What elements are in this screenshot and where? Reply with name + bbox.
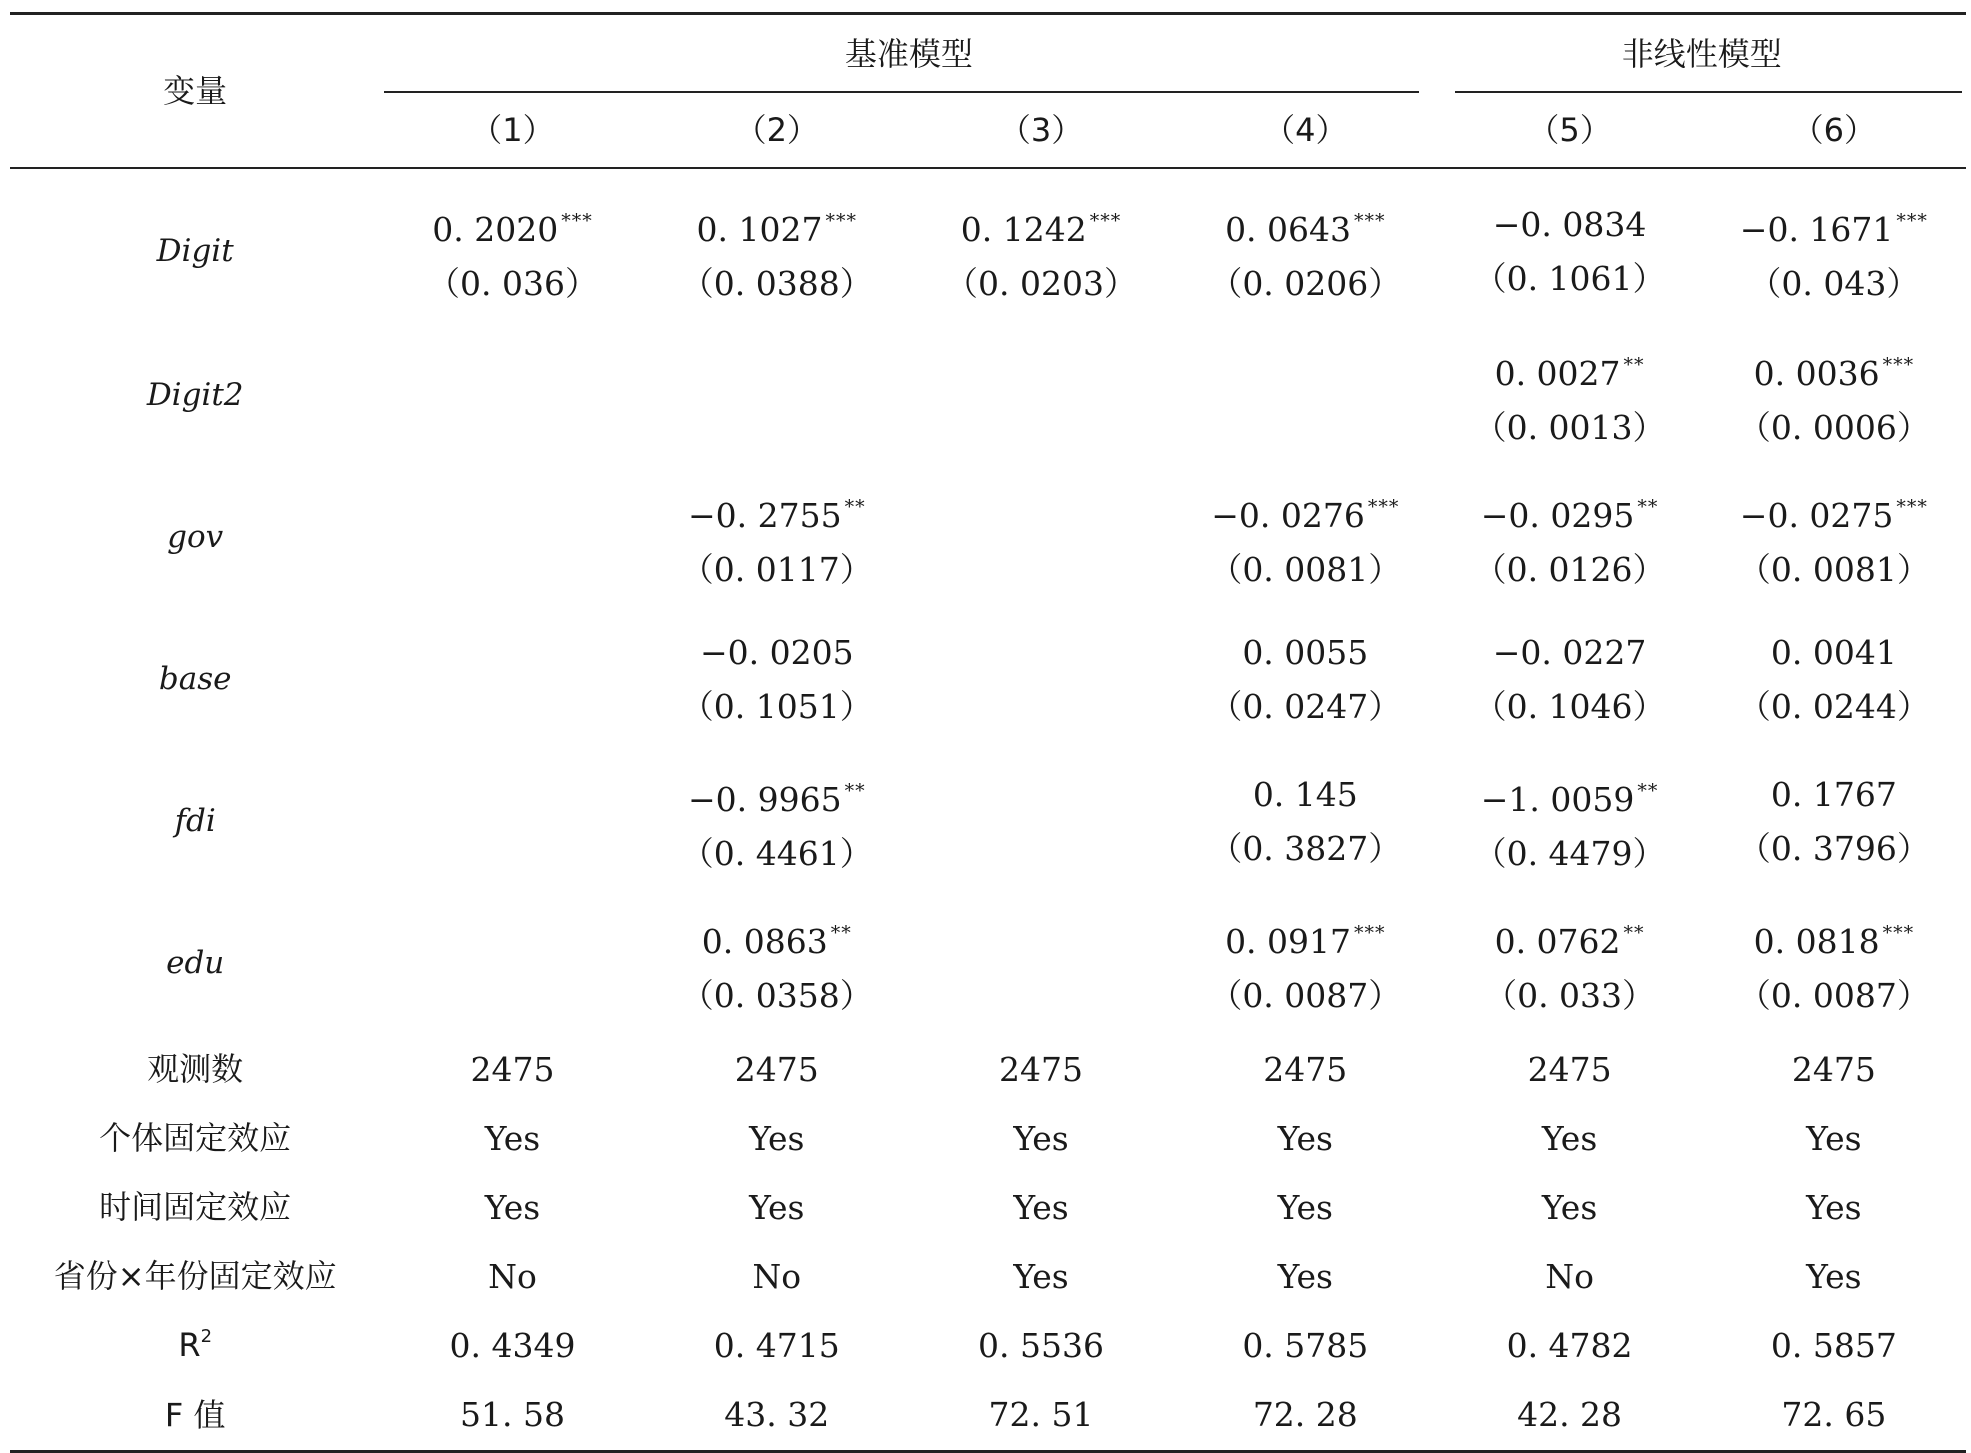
- variable-name: Digit: [156, 233, 234, 270]
- statistic-value: 2475: [470, 1049, 555, 1089]
- standard-error: （0. 1046）: [1473, 687, 1666, 726]
- coefficient-cell: [380, 751, 644, 893]
- coefficient-row: [10, 325, 1966, 467]
- statistic-value: Yes: [749, 1118, 805, 1158]
- coefficient-cell: [380, 893, 644, 1035]
- statistic-value: 0. 4715: [713, 1325, 840, 1365]
- coefficient-cell: [645, 751, 909, 893]
- statistic-value: 2475: [1791, 1049, 1876, 1089]
- coefficient-value: −0. 0834: [1492, 205, 1647, 244]
- standard-error: （0. 3796）: [1737, 829, 1930, 868]
- group-underline-nonlinear: [1455, 91, 1962, 93]
- coefficient-line: [1173, 626, 1437, 680]
- statistic-value: 42. 28: [1437, 1380, 1701, 1452]
- coefficient-cell: [909, 168, 1173, 325]
- variable-name: base: [158, 661, 232, 698]
- statistic-value: 2475: [1263, 1049, 1348, 1089]
- coefficient-line: [1173, 480, 1437, 543]
- coefficient-cell: [909, 751, 1173, 893]
- significance-stars: ***: [1367, 495, 1400, 518]
- variable-name: fdi: [174, 803, 216, 840]
- significance-stars: **: [1637, 495, 1659, 518]
- statistic-value: 72. 65: [1702, 1380, 1966, 1452]
- coefficient-cell: [1702, 325, 1966, 467]
- statistic-value: No: [752, 1256, 802, 1296]
- significance-stars: **: [830, 921, 852, 944]
- coefficient-row: [10, 168, 1966, 325]
- statistic-label: [10, 1173, 380, 1242]
- coefficient-cell: [909, 609, 1173, 751]
- coefficient-cell: [909, 893, 1173, 1035]
- coefficient-value: −0. 0275: [1739, 495, 1894, 535]
- group-header-nonlinear-label: 非线性模型: [1621, 34, 1782, 73]
- statistic-value: Yes: [1806, 1118, 1862, 1158]
- coefficient-value: −1. 0059: [1480, 779, 1635, 819]
- coefficient-line: [645, 626, 909, 680]
- coefficient-value: −0. 2755: [687, 495, 842, 535]
- coefficient-value: 0. 0036: [1753, 353, 1880, 393]
- statistic-row: [10, 1173, 1966, 1242]
- coefficient-cell: [380, 325, 644, 467]
- statistic-value: Yes: [1541, 1118, 1598, 1158]
- variable-name: Digit2: [146, 377, 244, 414]
- coefficient-value: 0. 2020: [432, 209, 559, 249]
- statistic-value: 72. 28: [1173, 1380, 1437, 1452]
- statistic-row: [10, 1311, 1966, 1380]
- significance-stars: **: [1637, 779, 1659, 802]
- coefficient-value: 0. 1767: [1770, 775, 1897, 814]
- statistic-label-superscript: 2: [200, 1326, 213, 1348]
- statistic-value: 72. 51: [909, 1380, 1173, 1452]
- coefficient-line: [1437, 198, 1701, 252]
- standard-error: （0. 0203）: [945, 263, 1137, 303]
- coefficient-value: −0. 9965: [687, 779, 842, 819]
- coefficient-cell: [1173, 893, 1437, 1035]
- coefficient-cell: [1437, 168, 1701, 325]
- standard-error: （0. 0206）: [1209, 263, 1402, 303]
- coefficient-value: −0. 0295: [1480, 495, 1635, 535]
- coefficient-line: [380, 194, 644, 257]
- statistic-label: [10, 1035, 380, 1104]
- standard-error: （0. 033）: [1484, 975, 1656, 1015]
- coefficient-row: [10, 751, 1966, 893]
- statistic-value: Yes: [1806, 1256, 1862, 1296]
- coefficient-value: 0. 1027: [696, 209, 823, 249]
- column-header: （1）: [380, 93, 644, 168]
- coefficient-cell: [645, 168, 909, 325]
- statistic-value: 0. 5536: [978, 1325, 1104, 1365]
- statistic-value: Yes: [1013, 1118, 1069, 1158]
- standard-error: （0. 0013）: [1473, 407, 1666, 447]
- standard-error: （0. 043）: [1748, 263, 1920, 303]
- coefficient-cell: [1173, 609, 1437, 751]
- statistic-label-text: 观测数: [147, 1050, 244, 1089]
- statistic-label: [10, 1104, 380, 1173]
- statistic-label: [10, 1311, 380, 1380]
- coefficient-cell: [645, 893, 909, 1035]
- coefficient-line: [645, 194, 909, 257]
- coefficient-line: [645, 906, 909, 969]
- statistic-value: 0. 5857: [1770, 1325, 1897, 1365]
- statistic-row: [10, 1242, 1966, 1311]
- coefficient-row: [10, 467, 1966, 609]
- standard-error: （0. 0126）: [1473, 549, 1666, 589]
- variable-name: gov: [167, 519, 224, 556]
- significance-stars: **: [844, 779, 866, 802]
- column-header: （2）: [645, 93, 909, 168]
- coefficient-line: [909, 194, 1173, 257]
- statistic-label-text: 时间固定效应: [99, 1188, 292, 1227]
- column-header: （5）: [1437, 93, 1701, 168]
- significance-stars: ***: [1882, 921, 1915, 944]
- column-header: （6）: [1702, 93, 1966, 168]
- coefficient-value: −0. 0276: [1211, 495, 1365, 535]
- coefficient-line: [1702, 338, 1966, 401]
- variable-name: edu: [166, 945, 225, 982]
- coefficient-cell: [1702, 751, 1966, 893]
- coefficient-line: [1702, 194, 1966, 257]
- coefficient-cell: [380, 168, 644, 325]
- coefficient-cell: [1437, 325, 1701, 467]
- significance-stars: **: [844, 495, 866, 518]
- coefficient-cell: [1702, 609, 1966, 751]
- coefficient-cell: [1173, 751, 1437, 893]
- standard-error: （0. 0081）: [1209, 549, 1402, 589]
- standard-error: （0. 0081）: [1737, 549, 1930, 589]
- statistic-value: 0. 4782: [1506, 1325, 1633, 1365]
- statistic-value: Yes: [1806, 1187, 1862, 1227]
- statistic-value: No: [488, 1256, 537, 1296]
- coefficient-row: [10, 893, 1966, 1035]
- coefficient-row: [10, 609, 1966, 751]
- coefficient-value: 0. 1242: [960, 209, 1087, 249]
- statistic-label-text: F 值: [164, 1395, 226, 1434]
- group-header-baseline-label: 基准模型: [844, 34, 973, 73]
- coefficient-line: [1702, 626, 1966, 680]
- coefficient-value: −0. 0205: [699, 633, 854, 672]
- header-row-groups: [10, 14, 1966, 94]
- statistic-value: Yes: [1013, 1256, 1069, 1296]
- statistic-value: 51. 58: [380, 1380, 644, 1452]
- coefficient-value: 0. 0863: [701, 921, 828, 961]
- standard-error: （0. 1051）: [680, 687, 873, 726]
- coefficient-cell: [1702, 893, 1966, 1035]
- coefficient-line: [645, 480, 909, 543]
- coefficient-line: [645, 764, 909, 827]
- significance-stars: ***: [1882, 353, 1915, 376]
- coefficient-value: 0. 0055: [1242, 633, 1369, 672]
- statistic-value: 2475: [1527, 1049, 1612, 1089]
- statistic-value: 2475: [999, 1049, 1084, 1089]
- significance-stars: ***: [1089, 209, 1122, 232]
- standard-error: （0. 036）: [427, 263, 598, 303]
- coefficient-rows: [10, 168, 1966, 1035]
- column-header: （4）: [1173, 93, 1437, 168]
- standard-error: （0. 0006）: [1737, 407, 1930, 447]
- coefficient-cell: [380, 467, 644, 609]
- coefficient-line: [1702, 480, 1966, 543]
- standard-error: （0. 0117）: [680, 549, 873, 589]
- statistic-value: 0. 4349: [449, 1325, 576, 1365]
- coefficient-cell: [1173, 168, 1437, 325]
- coefficient-cell: [645, 609, 909, 751]
- coefficient-line: [1702, 768, 1966, 822]
- coefficient-value: 0. 0818: [1753, 921, 1880, 961]
- standard-error: （0. 0244）: [1737, 687, 1930, 726]
- coefficient-value: 0. 0027: [1494, 353, 1621, 393]
- coefficient-line: [1173, 906, 1437, 969]
- statistic-value: Yes: [1013, 1187, 1069, 1227]
- statistic-row: [10, 1380, 1966, 1452]
- standard-error: （0. 0247）: [1209, 687, 1402, 726]
- standard-error: （0. 0358）: [680, 975, 873, 1015]
- coefficient-line: [1437, 906, 1701, 969]
- statistic-value: Yes: [1277, 1118, 1333, 1158]
- statistic-value: No: [1545, 1256, 1594, 1296]
- statistic-label: [10, 1380, 380, 1452]
- coefficient-cell: [1437, 751, 1701, 893]
- statistic-value: Yes: [749, 1187, 805, 1227]
- coefficient-cell: [645, 325, 909, 467]
- column-header: （3）: [909, 93, 1173, 168]
- significance-stars: ***: [1354, 921, 1386, 944]
- coefficient-cell: [909, 325, 1173, 467]
- significance-stars: ***: [825, 209, 857, 232]
- statistic-value: 43. 32: [645, 1380, 909, 1452]
- coefficient-value: 0. 145: [1252, 775, 1358, 814]
- coefficient-value: 0. 0643: [1225, 209, 1352, 249]
- standard-error: （0. 1061）: [1473, 259, 1666, 298]
- coefficient-line: [1437, 626, 1701, 680]
- standard-error: （0. 4461）: [680, 833, 873, 873]
- statistic-label-text: R: [178, 1326, 201, 1365]
- group-header-nonlinear: [1437, 14, 1966, 94]
- statistic-row: [10, 1104, 1966, 1173]
- coefficient-line: [1437, 338, 1701, 401]
- coefficient-cell: [1437, 609, 1701, 751]
- significance-stars: ***: [561, 209, 593, 232]
- coefficient-line: [1173, 194, 1437, 257]
- coefficient-cell: [1437, 467, 1701, 609]
- coefficient-cell: [645, 467, 909, 609]
- regression-table-container: [10, 12, 1966, 1453]
- coefficient-line: [1173, 768, 1437, 822]
- coefficient-value: 0. 0762: [1494, 921, 1621, 961]
- significance-stars: ***: [1896, 495, 1928, 518]
- significance-stars: ***: [1896, 209, 1928, 232]
- statistic-value: Yes: [1277, 1187, 1333, 1227]
- statistic-value: 0. 5785: [1242, 1325, 1369, 1365]
- coefficient-cell: [1702, 168, 1966, 325]
- standard-error: （0. 0087）: [1209, 975, 1402, 1015]
- coefficient-line: [1702, 906, 1966, 969]
- coefficient-value: −0. 1671: [1739, 209, 1894, 249]
- coefficient-line: [1437, 480, 1701, 543]
- coefficient-cell: [1173, 467, 1437, 609]
- coefficient-value: 0. 0041: [1770, 633, 1897, 672]
- statistic-value: Yes: [484, 1187, 541, 1227]
- coefficient-cell: [380, 609, 644, 751]
- coefficient-line: [1437, 764, 1701, 827]
- statistic-value: Yes: [1277, 1256, 1333, 1296]
- standard-error: （0. 3827）: [1209, 829, 1402, 868]
- group-underline-baseline: [384, 91, 1419, 93]
- coefficient-value: −0. 0227: [1492, 633, 1647, 672]
- coefficient-cell: [909, 467, 1173, 609]
- coefficient-cell: [1437, 893, 1701, 1035]
- coefficient-cell: [1702, 467, 1966, 609]
- group-header-baseline: [380, 14, 1437, 94]
- coefficient-cell: [1173, 325, 1437, 467]
- standard-error: （0. 4479）: [1473, 833, 1666, 873]
- variable-header: 变量: [10, 14, 380, 169]
- standard-error: （0. 0388）: [680, 263, 873, 303]
- statistic-value: Yes: [1541, 1187, 1598, 1227]
- significance-stars: ***: [1354, 209, 1386, 232]
- statistic-label-text: 个体固定效应: [99, 1119, 292, 1158]
- significance-stars: **: [1623, 921, 1645, 944]
- statistic-label: [10, 1242, 380, 1311]
- statistic-label-text: 省份×年份固定效应: [53, 1257, 337, 1296]
- regression-table: [10, 12, 1966, 1453]
- statistic-row: [10, 1035, 1966, 1104]
- statistic-rows: [10, 1035, 1966, 1452]
- statistic-value: 2475: [734, 1049, 819, 1089]
- standard-error: （0. 0087）: [1737, 975, 1930, 1015]
- significance-stars: **: [1623, 353, 1645, 376]
- statistic-value: Yes: [484, 1118, 541, 1158]
- coefficient-value: 0. 0917: [1225, 921, 1352, 961]
